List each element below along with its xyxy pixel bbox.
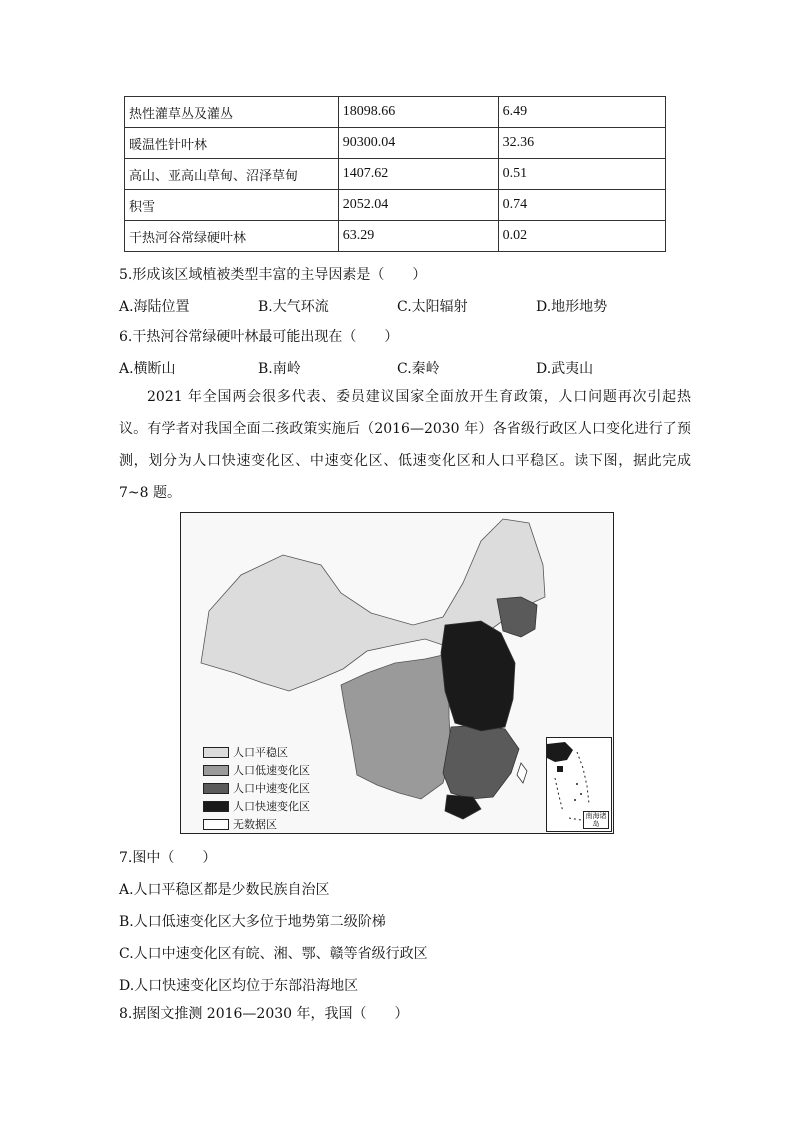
table-cell: 积雪 [125,190,339,221]
question-6-option-b: B.南岭 [258,361,301,377]
legend-label: 人口低速变化区 [233,764,310,777]
question-7-option-d: D.人口快速变化区均位于东部沿海地区 [119,978,359,994]
table-cell: 18098.66 [338,97,498,128]
inset-boundary [555,752,589,820]
table-cell: 63.29 [338,221,498,252]
table-cell: 热性灌草丛及灌丛 [125,97,339,128]
question-7-option-c: C.人口中速变化区有皖、湘、鄂、赣等省级行政区 [119,946,428,962]
question-5-option-c: C.太阳辐射 [397,299,468,315]
table-row [125,159,666,190]
region-medium [443,725,519,799]
question-7-stem: 7.图中（ ） [119,850,217,866]
table-cell: 32.36 [498,128,665,159]
vegetation-table [124,96,666,252]
inset-dot [580,793,582,795]
inset-coast [547,742,573,762]
legend-label: 人口中速变化区 [233,782,310,795]
table-cell: 暖温性针叶林 [125,128,339,159]
question-6-option-c: C.秦岭 [397,361,440,377]
legend-label: 无数据区 [233,818,277,831]
question-5-option-a: A.海陆位置 [119,299,190,315]
legend-swatch [203,747,229,758]
table-row [125,221,666,252]
table-cell: 0.74 [498,190,665,221]
region-fast [441,621,515,731]
legend-label: 人口快速变化区 [233,800,310,813]
question-5-option-b: B.大气环流 [258,299,329,315]
question-8-stem: 8.据图文推测 2016—2030 年，我国（ ） [119,1006,409,1022]
question-6-option-d: D.武夷山 [536,361,594,377]
table-cell: 高山、亚高山草甸、沼泽草甸 [125,159,339,190]
china-population-map [180,512,614,834]
legend-swatch [203,801,229,812]
table-row [125,97,666,128]
inset-dot [576,783,578,785]
inset-label: 南海诸岛 [583,811,609,829]
legend-label: 人口平稳区 [233,746,288,759]
legend-swatch [203,819,229,830]
table-row [125,128,666,159]
table-cell: 0.51 [498,159,665,190]
inset-island [557,766,563,772]
legend-swatch [203,765,229,776]
question-6-option-a: A.横断山 [119,361,176,377]
inset-dot [574,799,576,801]
table-cell: 6.49 [498,97,665,128]
region-no-data [517,763,527,783]
table-row [125,190,666,221]
table-cell: 0.02 [498,221,665,252]
legend-swatch [203,783,229,794]
table-cell: 1407.62 [338,159,498,190]
table-cell: 2052.04 [338,190,498,221]
question-6-stem: 6.干热河谷常绿硬叶林最可能出现在（ ） [119,329,399,345]
question-5-option-d: D.地形地势 [536,299,608,315]
table-cell: 90300.04 [338,128,498,159]
reading-passage [119,381,691,509]
question-7-option-a: A.人口平稳区都是少数民族自治区 [119,882,330,898]
region-medium-northeast [497,597,537,637]
question-5-stem: 5.形成该区域植被类型丰富的主导因素是（ ） [119,267,427,283]
south-china-sea-inset [546,737,612,832]
region-low [341,655,451,799]
passage-text: 2021 年全国两会很多代表、委员建议国家全面放开生育政策，人口问题再次引起热议。有学者对我国全面二孩政策实施后（2016—2030 年）各省级行政区人口变化进行了预测，划分为人口快速变化区、中速变化区、低速变化区和人口平稳区。读下图，据此完成 7~8 题。 [119,389,691,501]
table-cell: 干热河谷常绿硬叶林 [125,221,339,252]
question-7-option-b: B.人口低速变化区大多位于地势第二级阶梯 [119,914,386,930]
